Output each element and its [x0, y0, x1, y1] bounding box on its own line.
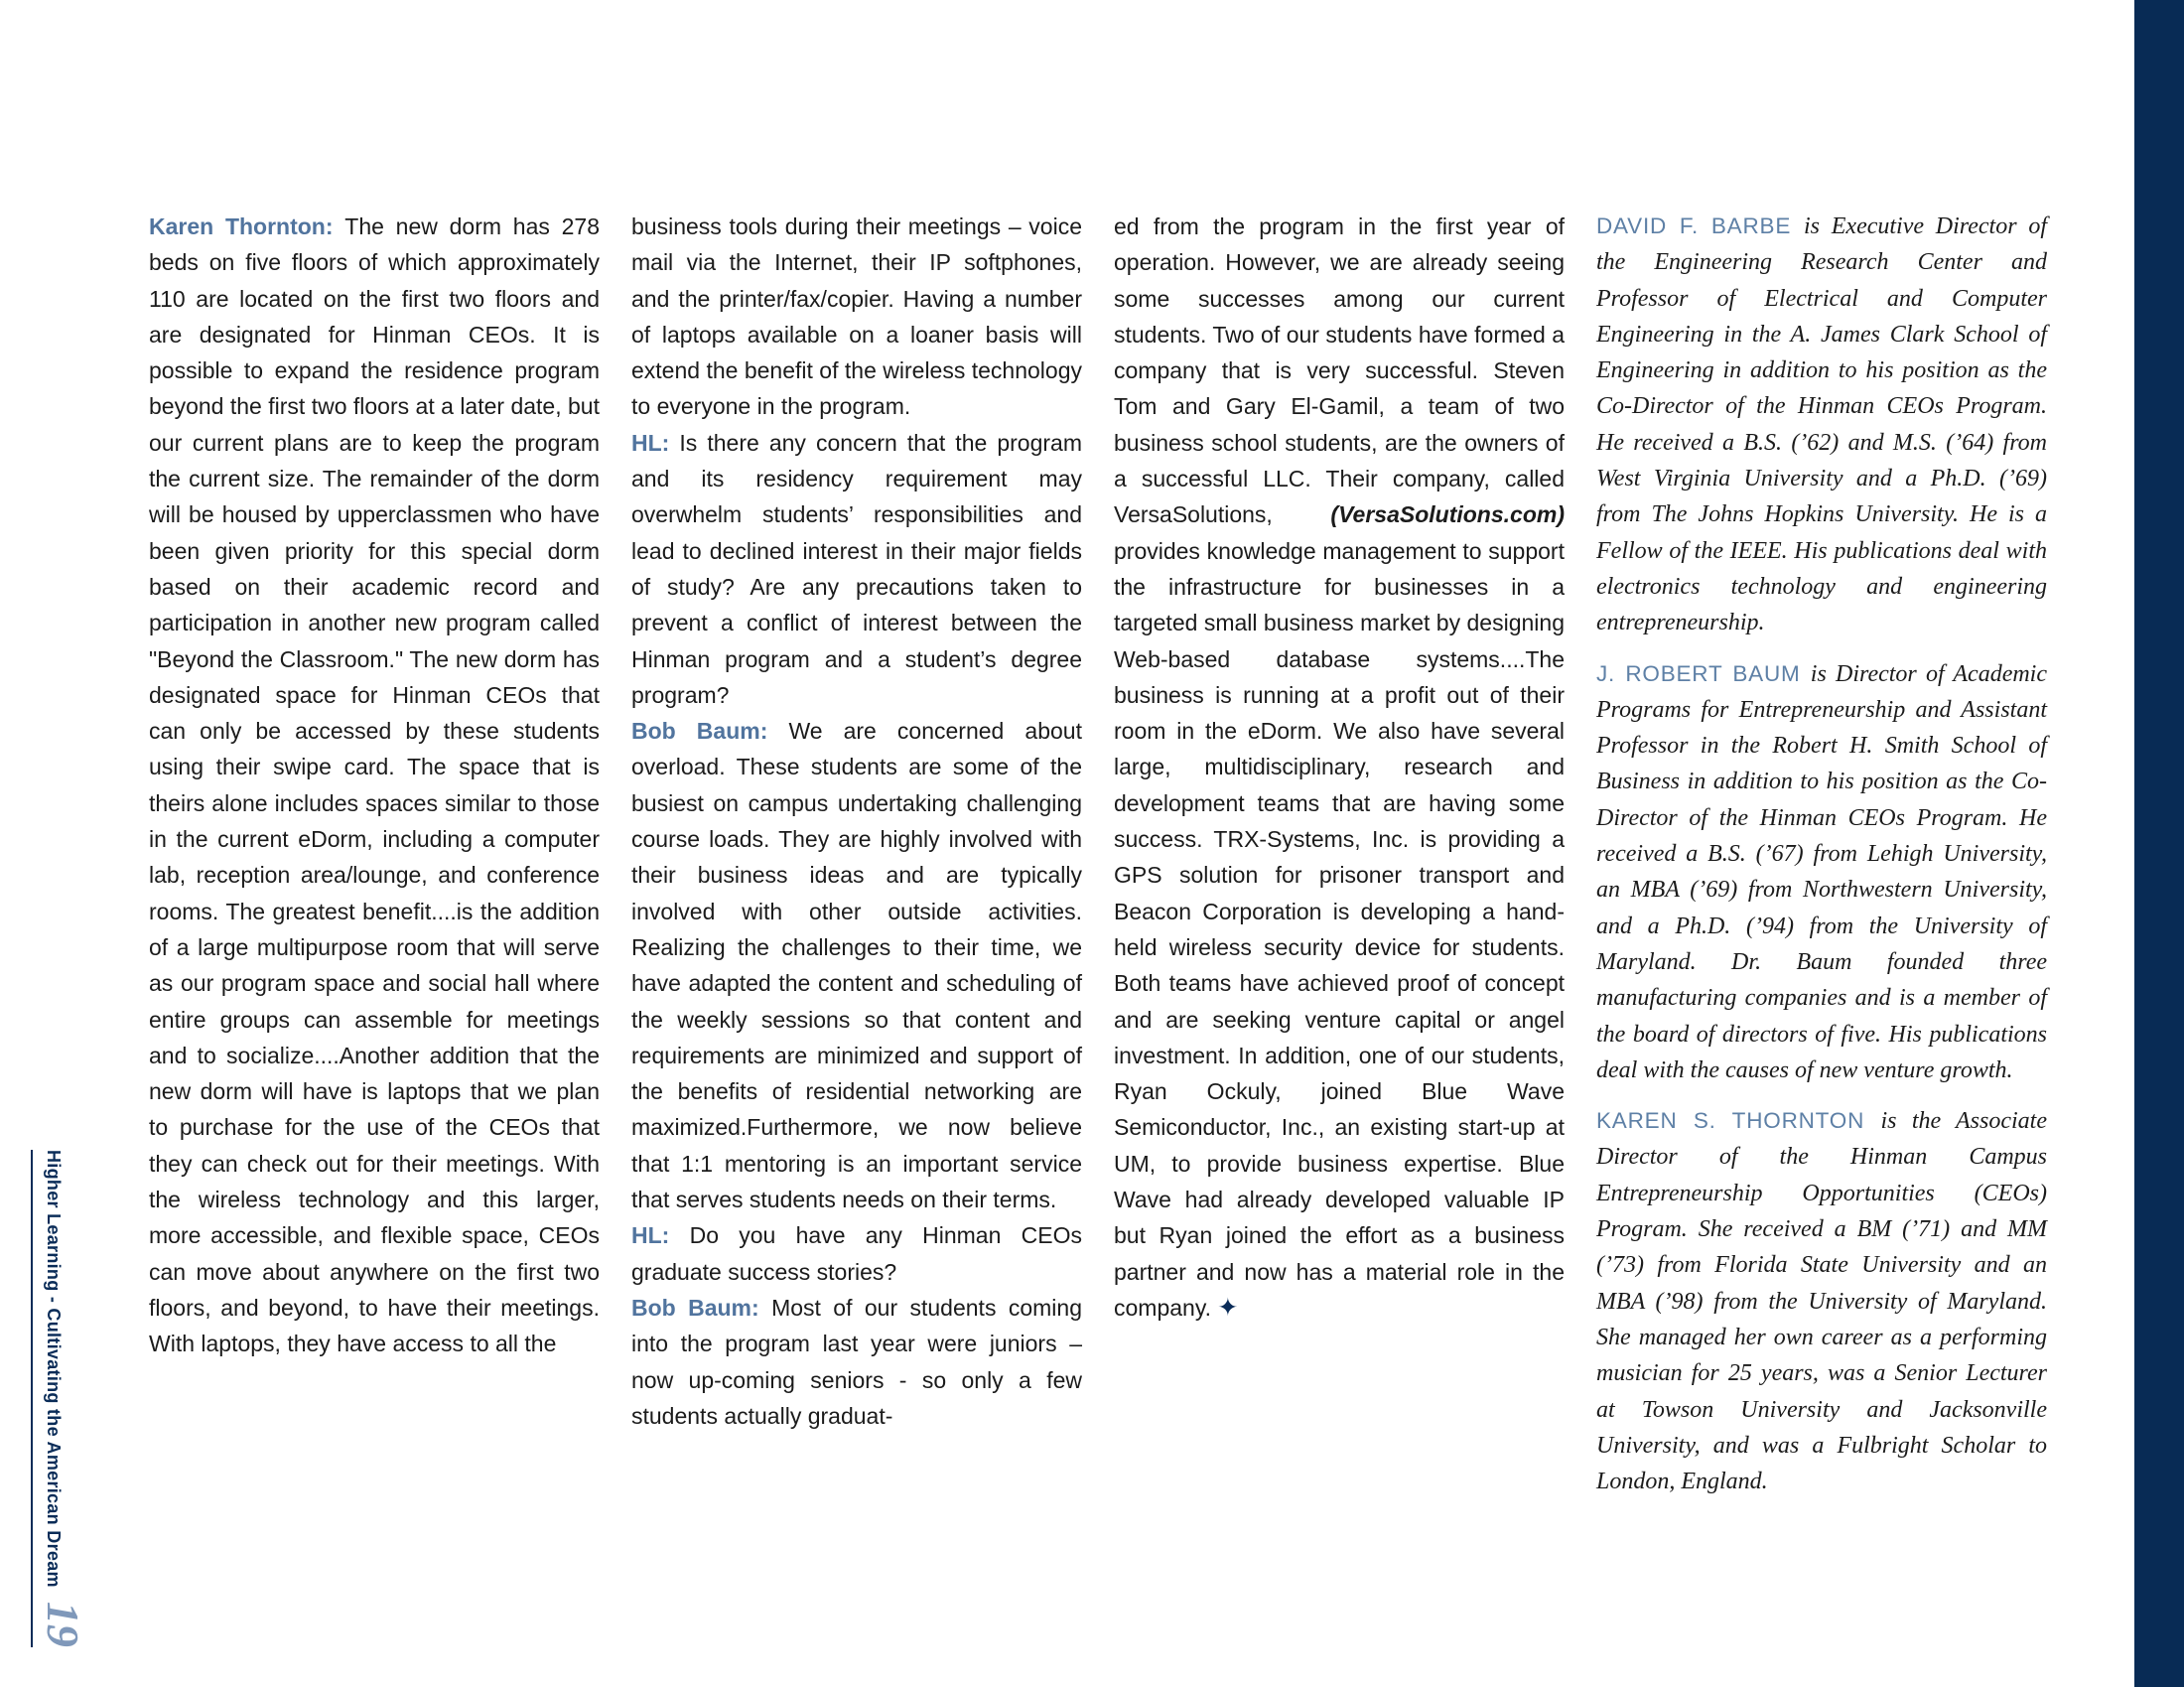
- sidebar-rotated-strip: [31, 1150, 89, 1647]
- speaker-label: Bob Baum:: [631, 718, 789, 745]
- text-run: (VersaSolutions.com): [1330, 501, 1565, 528]
- text-run: is Executive Director of the Engineering Research Center and Professor of Electrical and Computer Engineering in the A. James Clark School of Engineering in addition to his position as the Co-Director of the Hinman CEOs Program. He received a B.S. (’62) and M.S. (’64) from West Virginia University and a Ph.D. (’69) from The Johns Hopkins University. He is a Fellow of the IEEE. His publications deal with electronics technology and engineering entrepreneurship.: [1596, 213, 2047, 636]
- speaker-label: Karen Thornton:: [149, 213, 345, 239]
- paragraph: [631, 1217, 1082, 1290]
- text-run: business tools during their meetings – voice mail via the Internet, their IP softphones, and the printer/fax/copier. Having a number of laptops available on a loaner basis will extend the benefit of the wireless technology to everyone in the program.: [631, 213, 1082, 420]
- paragraph: [1596, 209, 2047, 641]
- text-run: We are concerned about overload. These students are some of the busiest on campus undertaking challenging course loads. They are highly involved with their business ideas and are typically involved with other outside activities. Realizing the challenges to their time, we have adapted the content and scheduling of the weekly sessions so that content and requirements are minimized and support of the benefits of residential networking are maximized.Furthermore, we now believe that 1:1 mentoring is an important service that serves students needs on their terms.: [631, 718, 1082, 1213]
- text-run: ed from the program in the first year of operation. However, we are already seeing some successes among our current students. Two of our students have formed a company that is very successful. Steven Tom and Gary El-Gamil, a team of two business school students, are the owners of a successful LLC. Their company, called VersaSolutions,: [1114, 213, 1565, 528]
- bio-name: KAREN S. THORNTON: [1596, 1108, 1881, 1134]
- article-end-mark: ✦: [1217, 1293, 1239, 1322]
- columns: [149, 209, 2047, 1514]
- paragraph: [631, 1290, 1082, 1434]
- column-1: [149, 209, 600, 1514]
- paragraph: [1114, 209, 1565, 1326]
- speaker-label: Bob Baum:: [631, 1294, 772, 1321]
- text-run: provides knowledge management to support the infrastructure for businesses in a targeted small business market by designing Web-based database systems....The business is running at a profit out of their room in the eDorm. We also have several large, multidisciplinary, research and development teams that are having some success. TRX-Systems, Inc. is providing a GPS solution for prisoner transport and Beacon Corporation is developing a hand-held wireless security device for students. Both teams have achieved proof of concept and are seeking venture capital or angel investment. In addition, one of our students, Ryan Ockuly, joined Blue Wave Semiconductor, Inc., an existing start-up at UM, to provide business expertise. Blue Wave had already developed valuable IP but Ryan joined the effort as a business partner and now has a material role in the company.: [1114, 537, 1565, 1321]
- column-4: [1596, 209, 2047, 1514]
- text-run: Most of our students coming into the program last year were juniors – now up-coming seniors - so only a few students actually graduat-: [631, 1294, 1082, 1429]
- column-3: [1114, 209, 1565, 1514]
- text-run: is Director of Academic Programs for Entrepreneurship and Assistant Professor in the Robert H. Smith School of Business in addition to his position as the Co-Director of the Hinman CEOs Program. He received a B.S. (’67) from Lehigh University, an MBA (’69) from Northwestern University, and a Ph.D. (’94) from the University of Maryland. Dr. Baum founded three manufacturing companies and is a member of the board of directors of five. His publications deal with the causes of new venture growth.: [1596, 660, 2047, 1083]
- bio-name: DAVID F. BARBE: [1596, 213, 1804, 238]
- text-run: The new dorm has 278 beds on five floors of which approximately 110 are located on the first two floors and are designated for Hinman CEOs. It is possible to expand the residence program beyond the first two floors at a later date, but our current plans are to keep the program the current size. The remainder of the dorm will be housed by upperclassmen who have been given priority for this special dorm based on their academic record and participation in another new program called "Beyond the Classroom." The new dorm has designated space for Hinman CEOs that can only be accessed by these students using their swipe card. The space that is theirs alone includes spaces similar to those in the current eDorm, including a computer lab, reception area/lounge, and conference rooms. The greatest benefit....is the addition of a large multipurpose room that will serve as our program space and social hall where entire groups can assemble for meetings and to socialize....Another addition that the new dorm will have is laptops that we plan to purchase for the use of the CEOs that they can check out for their meetings. With the wireless technology and this larger, more accessible, and flexible space, CEOs can move about anywhere on the first two floors, and beyond, to have their meetings. With laptops, they have access to all the: [149, 213, 600, 1357]
- paragraph: [631, 425, 1082, 713]
- paragraph: [149, 209, 600, 1362]
- speaker-label: HL:: [631, 429, 680, 456]
- right-accent-bar: [2134, 0, 2184, 1687]
- speaker-label: HL:: [631, 1222, 690, 1249]
- sidebar-title: Higher Learning - Cultivating the American Dream: [44, 1150, 64, 1588]
- paragraph: [1596, 656, 2047, 1089]
- paragraph: [1596, 1103, 2047, 1499]
- paragraph: [631, 209, 1082, 425]
- text-run: Is there any concern that the program and its residency requirement may overwhelm students’ responsibilities and lead to declined interest in their major fields of study? Are any precautions taken to prevent a conflict of interest between the Hinman program and a student’s degree program?: [631, 429, 1082, 708]
- page-number: 19: [38, 1601, 88, 1647]
- paragraph: [631, 713, 1082, 1217]
- bio-name: J. ROBERT BAUM: [1596, 660, 1811, 686]
- text-run: is the Associate Director of the Hinman Campus Entrepreneurship Opportunities (CEOs) Program. She received a BM (’71) and MM (’73) from Florida State University and an MBA (’98) from the University of Maryland. She managed her own career as a performing musician for 25 years, was a Senior Lecturer at Towson University and Jacksonville University, and was a Fulbright Scholar to London, England.: [1596, 1108, 2047, 1495]
- text-run: Do you have any Hinman CEOs graduate success stories?: [631, 1222, 1082, 1285]
- column-2: [631, 209, 1082, 1514]
